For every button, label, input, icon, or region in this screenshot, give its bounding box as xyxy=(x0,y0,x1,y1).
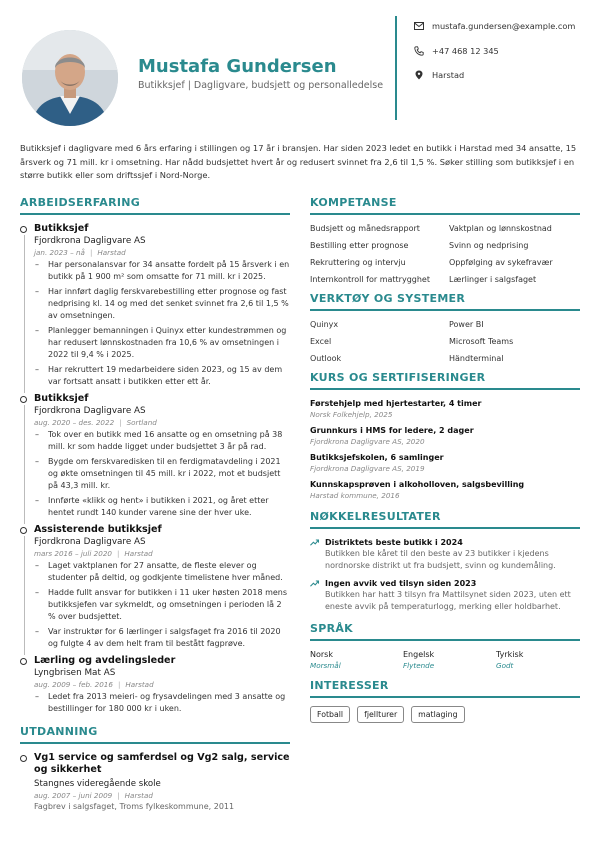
skill-item: Internkontroll for mattrygghet xyxy=(310,275,430,284)
education-location: Harstad xyxy=(124,791,153,800)
job-company: Lyngbrisen Mat AS xyxy=(34,668,116,678)
trend-up-icon xyxy=(310,538,319,547)
job-dates: mars 2016 – juli 2020 xyxy=(34,549,112,558)
skill-item: Rekruttering og intervju xyxy=(310,258,406,267)
education-dates: aug. 2007 – juni 2009 xyxy=(34,791,113,800)
course-meta: Harstad kommune, 2016 xyxy=(310,491,400,500)
course-title: Førstehjelp med hjertestarter, 4 timer xyxy=(310,399,482,408)
section-title-skills: KOMPETANSE xyxy=(310,196,580,215)
course-title: Kunnskapsprøven i alkoholloven, salgsbevilling xyxy=(310,480,525,489)
interest-tag: fjellturer xyxy=(357,706,404,723)
job-title: Lærling og avdelingsleder xyxy=(34,655,176,666)
skill-item: Vaktplan og lønnskostnad xyxy=(449,224,552,233)
profile-summary: Butikksjef i dagligvare med 6 års erfaring i stillingen og 17 år i bransjen. Har siden 2023 ledet en butikk i Harstad med 34 ansatte, 15 årsverk og 71 mill. kr i omsetning. Har nådd budsjettet hvert år og redusert svinnet fra 2,6 til 1,5 %. Søker stilling som butikksjef i en større butikk eller som driftssjef i Nord-Norge. xyxy=(20,143,577,180)
mail-icon xyxy=(414,21,424,31)
language-level: Morsmål xyxy=(310,661,341,670)
job-meta: mars 2016 – juli 2020 | Harstad xyxy=(34,549,153,558)
job-bullets xyxy=(34,429,290,519)
job-dates: aug. 2009 – feb. 2016 xyxy=(34,680,113,689)
job-meta: aug. 2020 – des. 2022 | Sortland xyxy=(34,418,157,427)
experience-item xyxy=(20,393,290,519)
interest-tags xyxy=(310,706,580,723)
job-location: Harstad xyxy=(97,248,126,257)
education-title: Vg1 service og samferdsel og Vg2 salg, service og sikkerhet xyxy=(34,752,290,775)
education-note: Fagbrev i salgsfaget, Troms fylkeskommune, 2011 xyxy=(34,802,235,811)
section-title-experience: ARBEIDSERFARING xyxy=(20,196,290,215)
tool-item: Power BI xyxy=(449,320,484,329)
skill-item: Svinn og nedprising xyxy=(449,241,529,250)
course-meta: Fjordkrona Dagligvare AS, 2019 xyxy=(310,464,425,473)
job-bullets xyxy=(34,259,290,388)
job-location: Harstad xyxy=(124,549,153,558)
course-meta: Fjordkrona Dagligvare AS, 2020 xyxy=(310,437,425,446)
location-pin-icon xyxy=(414,70,424,80)
tool-item: Excel xyxy=(310,337,332,346)
job-bullet: – Var instruktør for 6 lærlinger i salgsfaget fra 2016 til 2020 og fulgte 4 av dem helt fram til bestått fagprøve. xyxy=(34,626,290,650)
language-name: Engelsk xyxy=(403,650,435,659)
skill-item: Lærlinger i salgsfaget xyxy=(449,275,537,284)
job-bullet: – Innførte «klikk og hent» i butikken i 2021, og året etter hentet rundt 140 kunder varene sine der hver uke. xyxy=(34,495,290,519)
result-title: Ingen avvik ved tilsyn siden 2023 xyxy=(325,579,477,588)
job-meta: aug. 2009 – feb. 2016 | Harstad xyxy=(34,680,154,689)
job-location: Sortland xyxy=(126,418,157,427)
education-meta: aug. 2007 – juni 2009 | Harstad xyxy=(34,791,153,800)
language-level: Flytende xyxy=(403,661,435,670)
job-title: Butikksjef xyxy=(34,393,89,404)
phone-icon xyxy=(414,46,424,56)
trend-up-icon xyxy=(310,579,319,588)
section-title-languages: SPRÅK xyxy=(310,622,580,641)
job-bullets xyxy=(34,560,290,650)
section-title-courses: KURS OG SERTIFISERINGER xyxy=(310,371,580,390)
language-name: Tyrkisk xyxy=(496,650,524,659)
course-item xyxy=(310,425,580,447)
job-bullet: – Tok over en butikk med 16 ansatte og en omsetning på 38 mill. kr som hadde ligget under budsjettet 3 år på rad. xyxy=(34,429,290,453)
job-bullet: – Laget vaktplanen for 27 ansatte, de fleste elever og studenter på deltid, og godkjente timelistene hver måned. xyxy=(34,560,290,584)
job-bullet: – Har rekruttert 19 medarbeidere siden 2023, og 15 av dem var fortsatt ansatt i butikken etter ett år. xyxy=(34,364,290,388)
candidate-headline: Butikksjef | Dagligvare, budsjett og personalledelse xyxy=(138,80,384,91)
course-item xyxy=(310,452,580,474)
candidate-name: Mustafa Gundersen xyxy=(138,56,337,77)
language-item xyxy=(403,649,496,671)
profile-photo xyxy=(22,30,118,126)
job-bullet: – Ledet fra 2013 meieri- og frysavdelingen med 3 ansatte og bestillinger for 180 000 kr i uken. xyxy=(34,691,290,715)
course-item xyxy=(310,479,580,501)
course-meta: Norsk Folkehjelp, 2025 xyxy=(310,410,393,419)
result-item xyxy=(310,537,580,572)
result-title: Distriktets beste butikk i 2024 xyxy=(325,538,463,547)
job-location: Harstad xyxy=(125,680,154,689)
language-name: Norsk xyxy=(310,650,333,659)
experience-item xyxy=(20,524,290,650)
contact-email[interactable] xyxy=(414,21,575,31)
result-description: Butikken ble kåret til den beste av 23 butikker i kjedens nordnorske distrikt ut fra budsjett, svinn og kundemåling. xyxy=(325,549,556,570)
job-title: Assisterende butikksjef xyxy=(34,524,162,535)
education-item xyxy=(20,752,290,813)
language-item xyxy=(310,649,403,671)
section-title-results: NØKKELRESULTATER xyxy=(310,510,580,529)
education-school: Stangnes videregående skole xyxy=(34,779,161,789)
tools-grid xyxy=(310,319,580,365)
languages-list xyxy=(310,649,580,671)
experience-item xyxy=(20,223,290,388)
section-title-tools: VERKTØY OG SYSTEMER xyxy=(310,292,580,311)
right-column xyxy=(310,196,580,723)
experience-item xyxy=(20,655,290,715)
job-bullets xyxy=(34,691,290,715)
tool-item: Microsoft Teams xyxy=(449,337,514,346)
job-bullet: – Hadde fullt ansvar for butikken i 11 uker høsten 2018 mens butikksjefen var sykmeldt, og omsetningen i perioden lå 2 % over budsjettet. xyxy=(34,587,290,623)
job-meta: jan. 2023 – nå | Harstad xyxy=(34,248,126,257)
course-title: Grunnkurs i HMS for ledere, 2 dager xyxy=(310,426,474,435)
result-item xyxy=(310,578,580,613)
contact-location xyxy=(414,70,464,80)
job-dates: aug. 2020 – des. 2022 xyxy=(34,418,115,427)
section-title-interests: INTERESSER xyxy=(310,679,580,698)
contact-phone-text: +47 468 12 345 xyxy=(432,46,499,56)
tool-item: Outlook xyxy=(310,354,342,363)
job-bullet: – Planlegger bemanningen i Quinyx etter kundestrømmen og har redusert lønnskostnaden fra 10,6 % av omsetningen i 2022 til 9,4 % i 2025. xyxy=(34,325,290,361)
language-item xyxy=(496,649,580,671)
course-title: Butikksjefskolen, 6 samlinger xyxy=(310,453,444,462)
result-description: Butikken har hatt 3 tilsyn fra Mattilsynet siden 2023, uten ett eneste avvik på temperaturlogg, merking eller holdbarhet. xyxy=(325,590,571,611)
header-divider xyxy=(395,16,397,120)
person-portrait-icon xyxy=(22,30,118,126)
job-company: Fjordkrona Dagligvare AS xyxy=(34,537,146,547)
job-company: Fjordkrona Dagligvare AS xyxy=(34,236,146,246)
job-bullet: – Bygde om ferskvaredisken til en ferdigmatavdeling i 2021 og økte omsetningen til 45 mill. kr i 2022, mot et budsjett på 43,3 mill. kr. xyxy=(34,456,290,492)
job-bullet: – Har personalansvar for 34 ansatte fordelt på 15 årsverk i en butikk på 1 900 m² som omsatte for 71 mill. kr i 2025. xyxy=(34,259,290,283)
left-column xyxy=(20,196,290,813)
job-company: Fjordkrona Dagligvare AS xyxy=(34,406,146,416)
contact-phone[interactable] xyxy=(414,46,499,56)
course-item xyxy=(310,398,580,420)
skills-grid xyxy=(310,223,580,286)
job-dates: jan. 2023 – nå xyxy=(34,248,85,257)
contact-location-text: Harstad xyxy=(432,70,465,80)
job-title: Butikksjef xyxy=(34,223,89,234)
job-bullet: – Har innført daglig ferskvarebestilling etter prognose og fast nedprising kl. 14 og med det senket svinnet fra 2,6 til 1,5 % av omsetningen. xyxy=(34,286,290,322)
skill-item: Oppfølging av sykefravær xyxy=(449,258,553,267)
tool-item: Händterminal xyxy=(449,354,504,363)
interest-tag: Fotball xyxy=(310,706,350,723)
interest-tag: matlaging xyxy=(411,706,464,723)
language-level: Godt xyxy=(496,661,514,670)
skill-item: Budsjett og månedsrapport xyxy=(310,224,420,233)
skill-item: Bestilling etter prognose xyxy=(310,241,409,250)
section-title-education: UTDANNING xyxy=(20,725,290,744)
contact-email-text: mustafa.gundersen@example.com xyxy=(432,21,576,31)
tool-item: Quinyx xyxy=(310,320,339,329)
